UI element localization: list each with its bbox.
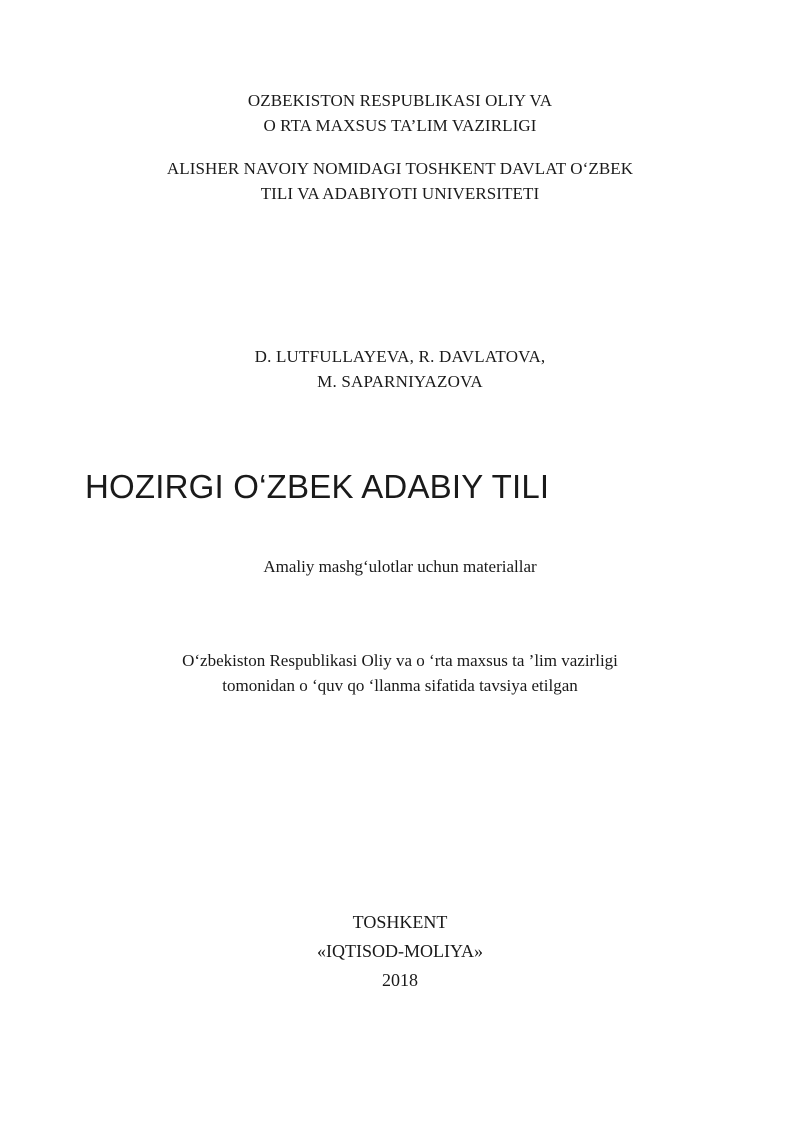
imprint-publisher: «IQTISOD-MOLIYA»: [317, 941, 483, 961]
authors-line-1: D. LUTFULLAYEVA, R. DAVLATOVA,: [254, 347, 546, 366]
recommendation-line-1: O‘zbekiston Respublikasi Oliy va o ‘rta maxsus ta ’lim vazirligi: [182, 651, 618, 670]
authors-line-2: M. SAPARNIYAZOVA: [317, 372, 483, 391]
university-name-line-2: TILI VA ADABIYOTI UNIVERSITETI: [260, 184, 540, 203]
recommendation-line-2: tomonidan o ‘quv qo ‘llanma sifatida tavsiya etilgan: [222, 676, 578, 695]
university-name-line-1: ALISHER NAVOIY NOMIDAGI TOSHKENT DAVLAT O‘ZBEK: [166, 159, 634, 178]
ministry-name-line-2: O RTA MAXSUS TA’LIM VAZIRLIGI: [263, 116, 537, 135]
ministry-name-line-1: OZBEKISTON RESPUBLIKASI OLIY VA: [247, 91, 553, 110]
imprint-city: TOSHKENT: [352, 912, 448, 932]
imprint-year: 2018: [382, 970, 418, 990]
book-subtitle: Amaliy mashg‘ulotlar uchun materiallar: [263, 557, 537, 576]
book-title: HOZIRGI O‘ZBEK ADABIY TILI: [85, 468, 550, 505]
